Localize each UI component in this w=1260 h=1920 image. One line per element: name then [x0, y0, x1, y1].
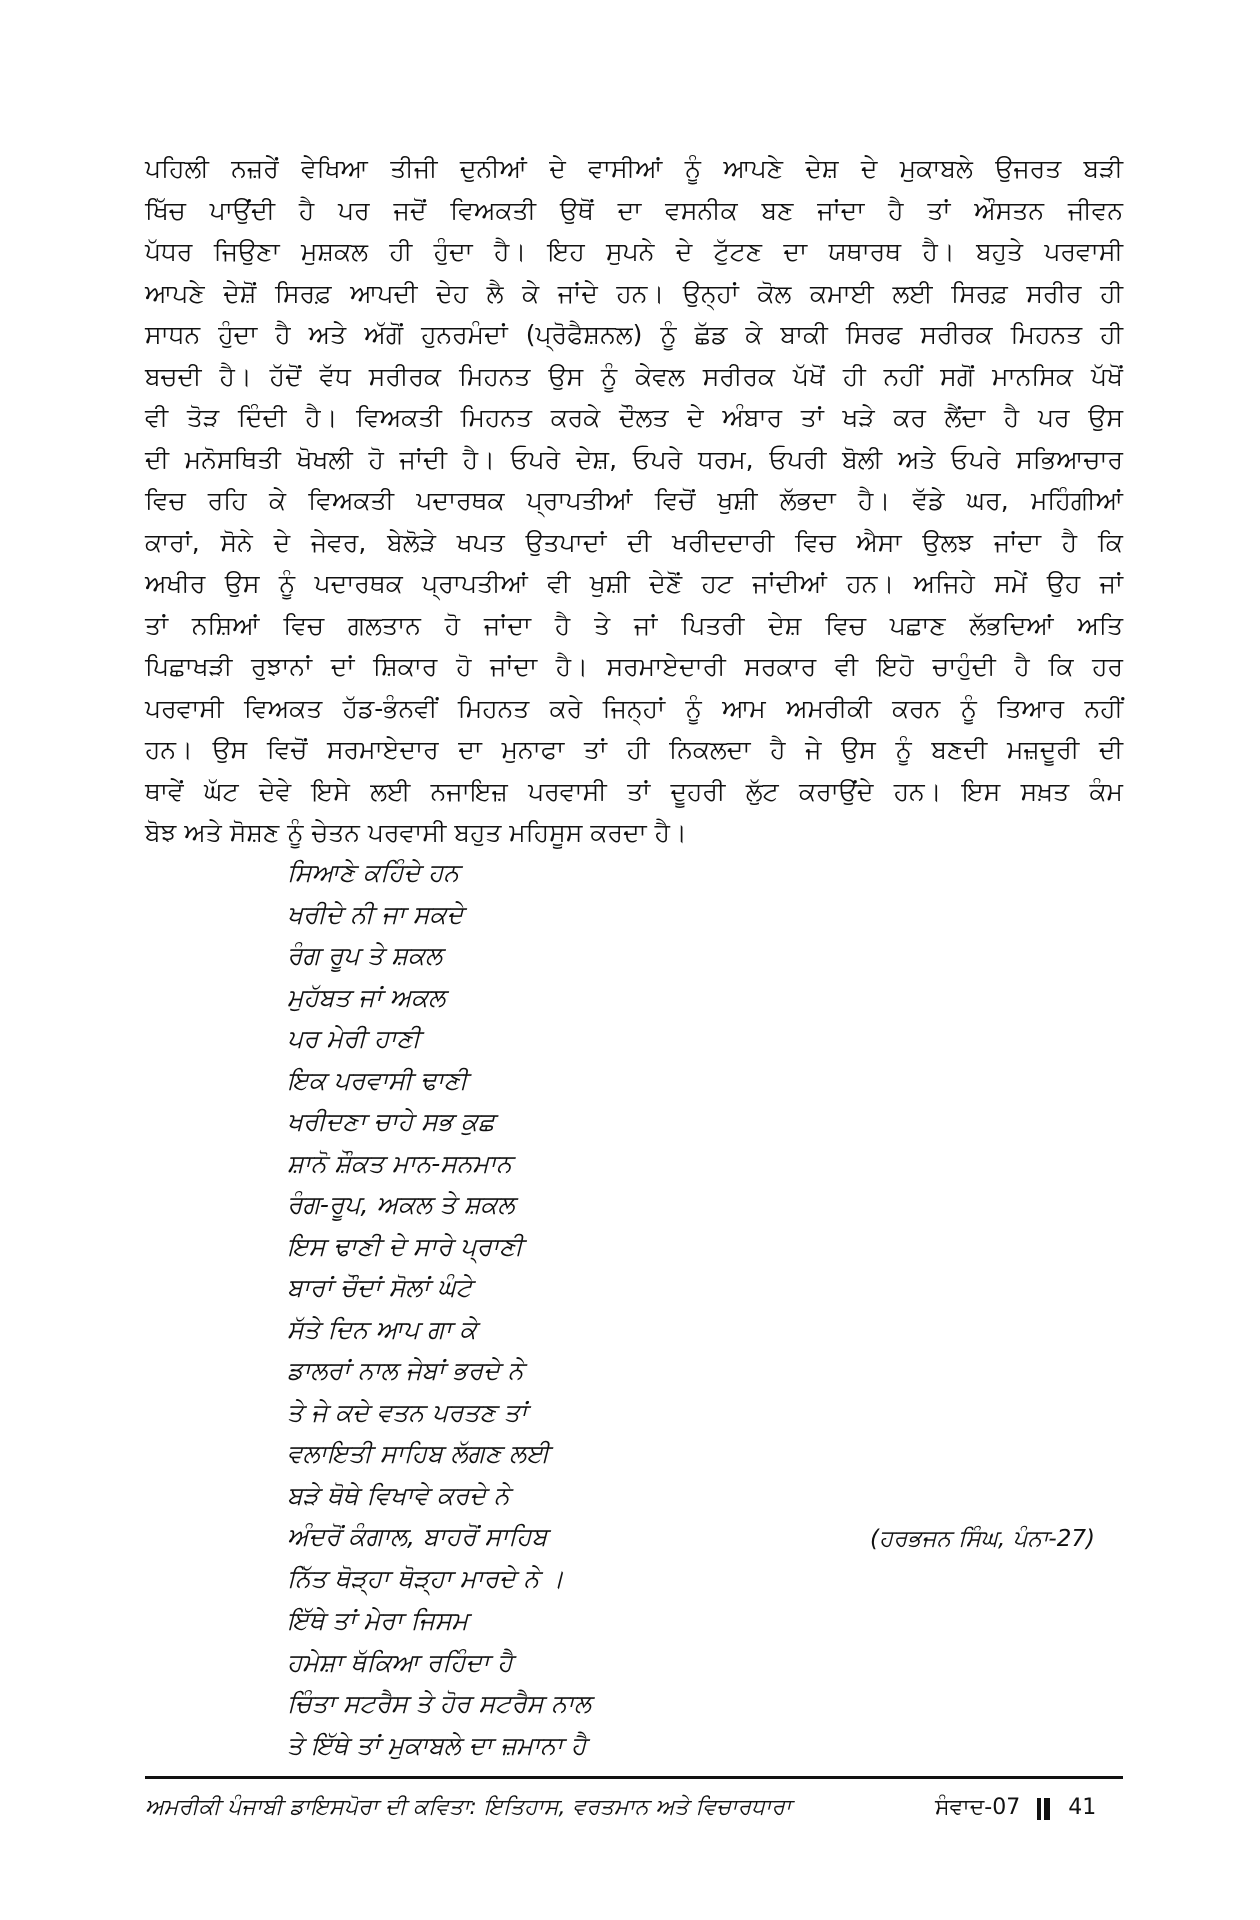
poem-line: ਖਰੀਦੇ ਨੀ ਜਾ ਸਕਦੇ [287, 899, 464, 929]
paragraph-line: ਕਾਰਾਂ, ਸੋਨੇ ਦੇ ਜੇਵਰ, ਬੇਲੋੜੇ ਖਪਤ ਉਤਪਾਦਾਂ ਦੀ ਖਰੀਦਦਾਰੀ ਵਿਚ ਐਸਾ ਉਲਝ ਜਾਂਦਾ ਹੈ ਕਿ [145, 527, 1123, 557]
poem-line: ਸੱਤੇ ਦਿਨ ਆਪ ਗਾ ਕੇ [287, 1314, 477, 1344]
poem-line: ਵਲਾਇਤੀ ਸਾਹਿਬ ਲੱਗਣ ਲਈ [287, 1439, 550, 1468]
footer-book-title: ਅਮਰੀਕੀ ਪੰਜਾਬੀ ਡਾਇਸਪੋਰਾ ਦੀ ਕਵਿਤਾ: ਇਤਿਹਾਸ, ਵਰਤਮਾਨ ਅਤੇ ਵਿਚਾਰਧਾਰਾ [145, 1795, 792, 1820]
paragraph-line: ਵਿਚ ਰਹਿ ਕੇ ਵਿਅਕਤੀ ਪਦਾਰਥਕ ਪ੍ਰਾਪਤੀਆਂ ਵਿਚੋਂ ਖੁਸ਼ੀ ਲੱਭਦਾ ਹੈ। ਵੱਡੇ ਘਰ, ਮਹਿੰਗੀਆਂ [145, 486, 1123, 515]
poem-excerpt-2 [287, 1600, 591, 1766]
poem-line: ਬੜੇ ਥੋਥੇ ਵਿਖਾਵੇ ਕਰਦੇ ਨੇ [287, 1480, 510, 1510]
poem-line: ਚਿੰਤਾ ਸਟਰੈਸ ਤੇ ਹੋਰ ਸਟਰੈਸ ਨਾਲ [287, 1689, 591, 1718]
paragraph-line: ਬਚਦੀ ਹੈ। ਹੱਦੋਂ ਵੱਧ ਸਰੀਰਕ ਮਿਹਨਤ ਉਸ ਨੂੰ ਕੇਵਲ ਸਰੀਰਕ ਪੱਖੋਂ ਹੀ ਨਹੀਂ ਸਗੋਂ ਮਾਨਸਿਕ ਪੱਖੋਂ [145, 361, 1123, 391]
body-paragraph [145, 148, 1123, 854]
paragraph-line: ਪੱਧਰ ਜਿਉਣਾ ਮੁਸ਼ਕਲ ਹੀ ਹੁੰਦਾ ਹੈ। ਇਹ ਸੁਪਨੇ ਦੇ ਟੁੱਟਣ ਦਾ ਯਥਾਰਥ ਹੈ। ਬਹੁਤੇ ਪਰਵਾਸੀ [145, 237, 1123, 266]
poem-line: ਨਿੱਤ ਥੋੜ੍ਹਾ ਥੋੜ੍ਹਾ ਮਾਰਦੇ ਨੇ । [287, 1563, 564, 1593]
paragraph-line: ਪਿਛਾਖੜੀ ਰੁਝਾਨਾਂ ਦਾਂ ਸ਼ਿਕਾਰ ਹੋ ਜਾਂਦਾ ਹੈ। ਸਰਮਾਏਦਾਰੀ ਸਰਕਾਰ ਵੀ ਇਹੋ ਚਾਹੁੰਦੀ ਹੈ ਕਿ ਹਰ [145, 652, 1123, 681]
poem-line: ਮੁਹੱਬਤ ਜਾਂ ਅਕਲ [287, 982, 446, 1012]
page-number: 41 [1068, 1795, 1097, 1820]
paragraph-line: ਬੋਝ ਅਤੇ ਸੋਸ਼ਣ ਨੂੰ ਚੇਤਨ ਪਰਵਾਸੀ ਬਹੁਤ ਮਹਿਸੂਸ ਕਰਦਾ ਹੈ। [145, 818, 687, 847]
poem-excerpt-1 [287, 852, 564, 1599]
footer-rule [145, 1776, 1123, 1779]
footer-page-info [935, 1795, 1096, 1821]
paragraph-line: ਪਹਿਲੀ ਨਜ਼ਰੇਂ ਵੇਖਿਆ ਤੀਜੀ ਦੁਨੀਆਂ ਦੇ ਵਾਸੀਆਂ ਨੂੰ ਆਪਣੇ ਦੇਸ਼ ਦੇ ਮੁਕਾਬਲੇ ਉਜਰਤ ਬੜੀ [145, 154, 1123, 183]
paragraph-line: ਸਾਧਨ ਹੁੰਦਾ ਹੈ ਅਤੇ ਅੱਗੋਂ ਹੁਨਰਮੰਦਾਂ (ਪ੍ਰੋਫੈਸ਼ਨਲ) ਨੂੰ ਛੱਡ ਕੇ ਬਾਕੀ ਸਿਰਫ ਸਰੀਰਕ ਮਿਹਨਤ ਹੀ [145, 320, 1123, 349]
paragraph-line: ਹਨ। ਉਸ ਵਿਚੋਂ ਸਰਮਾਏਦਾਰ ਦਾ ਮੁਨਾਫਾ ਤਾਂ ਹੀ ਨਿਕਲਦਾ ਹੈ ਜੇ ਉਸ ਨੂੰ ਬਣਦੀ ਮਜ਼ਦੂਰੀ ਦੀ [145, 735, 1123, 764]
poem-line: ਹਮੇਸ਼ਾ ਥੱਕਿਆ ਰਹਿੰਦਾ ਹੈ [287, 1647, 513, 1677]
poem-line: ਤੇ ਇੱਥੇ ਤਾਂ ਮੁਕਾਬਲੇ ਦਾ ਜ਼ਮਾਨਾ ਹੈ [287, 1730, 587, 1760]
poem-line: ਸ਼ਾਨੋ ਸ਼ੌਕਤ ਮਾਨ-ਸਨਮਾਨ [287, 1148, 512, 1178]
poem-line: ਸਿਆਣੇ ਕਹਿੰਦੇ ਹਨ [287, 858, 460, 887]
journal-name: ਸੰਵਾਦ-07 [935, 1795, 1021, 1820]
poem-line: ਬਾਰਾਂ ਚੌਦਾਂ ਸੋਲਾਂ ਘੰਟੇ [287, 1273, 472, 1302]
poem-line: ਰੰਗ ਰੂਪ ਤੇ ਸ਼ਕਲ [287, 941, 442, 970]
paragraph-line: ਆਪਣੇ ਦੇਸ਼ੋਂ ਸਿਰਫ਼ ਆਪਦੀ ਦੇਹ ਲੈ ਕੇ ਜਾਂਦੇ ਹਨ। ਉਨ੍ਹਾਂ ਕੋਲ ਕਮਾਈ ਲਈ ਸਿਰਫ਼ ਸਰੀਰ ਹੀ [145, 278, 1123, 308]
paragraph-line: ਦੀ ਮਨੋਸਥਿਤੀ ਖੋਖਲੀ ਹੋ ਜਾਂਦੀ ਹੈ। ਓਪਰੇ ਦੇਸ਼, ਓਪਰੇ ਧਰਮ, ਓਪਰੀ ਬੋਲੀ ਅਤੇ ਓਪਰੇ ਸਭਿਆਚਾਰ [145, 444, 1123, 474]
paragraph-line: ਵੀ ਤੋੜ ਦਿੰਦੀ ਹੈ। ਵਿਅਕਤੀ ਮਿਹਨਤ ਕਰਕੇ ਦੌਲਤ ਦੇ ਅੰਬਾਰ ਤਾਂ ਖੜੇ ਕਰ ਲੈਂਦਾ ਹੈ ਪਰ ਉਸ [145, 403, 1123, 432]
poem-line: ਇਕ ਪਰਵਾਸੀ ਢਾਣੀ [287, 1065, 468, 1095]
poem-line: ਡਾਲਰਾਂ ਨਾਲ ਜੇਬਾਂ ਭਰਦੇ ਨੇ [287, 1356, 524, 1385]
poem-line: ਇਸ ਢਾਣੀ ਦੇ ਸਾਰੇ ਪ੍ਰਾਣੀ [287, 1231, 523, 1261]
poem-credit: (ਹਰਭਜਨ ਸਿੰਘ, ਪੰਨਾ-27) [870, 1526, 1095, 1552]
poem-line: ਅੰਦਰੋਂ ਕੰਗਾਲ, ਬਾਹਰੋਂ ਸਾਹਿਬ [287, 1522, 548, 1551]
paragraph-line: ਥਾਵੇਂ ਘੱਟ ਦੇਵੇ ਇਸੇ ਲਈ ਨਜਾਇਜ਼ ਪਰਵਾਸੀ ਤਾਂ ਦੂਹਰੀ ਲੁੱਟ ਕਰਾਉਂਦੇ ਹਨ। ਇਸ ਸਖ਼ਤ ਕੰਮ [145, 776, 1123, 806]
poem-line: ਇੱਥੇ ਤਾਂ ਮੇਰਾ ਜਿਸਮ [287, 1606, 469, 1635]
poem-line: ਰੰਗ-ਰੂਪ, ਅਕਲ ਤੇ ਸ਼ਕਲ [287, 1190, 515, 1219]
poem-line: ਪਰ ਮੇਰੀ ਹਾਣੀ [287, 1024, 421, 1053]
poem-line: ਖਰੀਦਣਾ ਚਾਹੇ ਸਭ ਕੁਛ [287, 1107, 495, 1136]
paragraph-line: ਖਿੱਚ ਪਾਉਂਦੀ ਹੈ ਪਰ ਜਦੋਂ ਵਿਅਕਤੀ ਉਥੋਂ ਦਾ ਵਸਨੀਕ ਬਣ ਜਾਂਦਾ ਹੈ ਤਾਂ ਔਸਤਨ ਜੀਵਨ [145, 195, 1123, 225]
divider-bars-icon [1037, 1796, 1053, 1821]
poem-line: ਤੇ ਜੇ ਕਦੇ ਵਤਨ ਪਰਤਣ ਤਾਂ [287, 1397, 527, 1427]
paragraph-line: ਪਰਵਾਸੀ ਵਿਅਕਤ ਹੱਡ-ਭੰਨਵੀਂ ਮਿਹਨਤ ਕਰੇ ਜਿਨ੍ਹਾਂ ਨੂੰ ਆਮ ਅਮਰੀਕੀ ਕਰਨ ਨੂੰ ਤਿਆਰ ਨਹੀਂ [145, 693, 1123, 723]
paragraph-line: ਤਾਂ ਨਸ਼ਿਆਂ ਵਿਚ ਗਲਤਾਨ ਹੋ ਜਾਂਦਾ ਹੈ ਤੇ ਜਾਂ ਪਿਤਰੀ ਦੇਸ਼ ਵਿਚ ਪਛਾਣ ਲੱਭਦਿਆਂ ਅਤਿ [145, 610, 1123, 640]
paragraph-line: ਅਖੀਰ ਉਸ ਨੂੰ ਪਦਾਰਥਕ ਪ੍ਰਾਪਤੀਆਂ ਵੀ ਖੁਸ਼ੀ ਦੇਣੋਂ ਹਟ ਜਾਂਦੀਆਂ ਹਨ। ਅਜਿਹੇ ਸਮੇਂ ਉਹ ਜਾਂ [145, 569, 1123, 598]
